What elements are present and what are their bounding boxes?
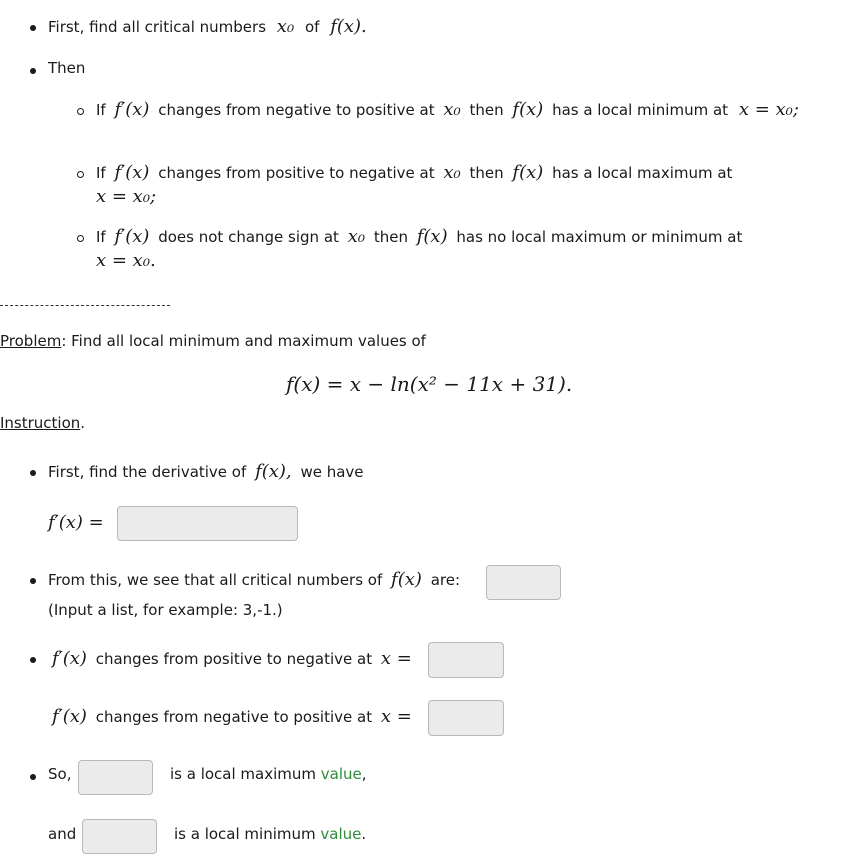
math-x0: x₀ <box>276 16 295 37</box>
sub-bullet <box>77 171 84 178</box>
neg-to-pos-step: f′(x) changes from negative to positive at x = <box>52 706 412 727</box>
local-min-text: is a local minimum value. <box>174 825 367 843</box>
local-min-input[interactable] <box>82 819 157 854</box>
and-label: and <box>48 825 77 843</box>
instruction-label: Instruction. <box>0 414 86 432</box>
pos-to-neg-step: f′(x) changes from positive to negative at x = <box>52 648 412 669</box>
critical-step: From this, we see that all critical numbers of f(x) are: <box>48 569 460 590</box>
neg-to-pos-input[interactable] <box>428 700 504 736</box>
divider <box>0 305 170 306</box>
local-max-text: is a local maximum value, <box>170 765 367 783</box>
local-max-input[interactable] <box>78 760 153 795</box>
problem-statement: Problem: Find all local minimum and maximum values of <box>0 332 426 350</box>
intro-item-1: First, find all critical numbers x₀ of f(x). <box>48 16 367 37</box>
sub-item-2: If f′(x) changes from positive to negative at x₀ then f(x) has a local maximum at <box>96 162 733 183</box>
sub-item-1: If f′(x) changes from negative to positive at x₀ then f(x) has a local minimum at x = x₀; <box>96 99 799 120</box>
derivative-lhs: f′(x) = <box>48 512 104 533</box>
sub-bullet <box>77 235 84 242</box>
intro-item-2: Then <box>48 59 86 77</box>
bullet <box>30 578 36 584</box>
critical-numbers-input[interactable] <box>486 565 561 600</box>
derivative-step: First, find the derivative of f(x), we have <box>48 461 364 482</box>
sub-item-2-tail: x = x₀; <box>96 186 157 207</box>
problem-equation: f(x) = x − ln(x² − 11x + 31). <box>286 372 573 396</box>
bullet <box>30 68 36 74</box>
derivative-input[interactable] <box>117 506 298 541</box>
pos-to-neg-input[interactable] <box>428 642 504 678</box>
so-label: So, <box>48 765 72 783</box>
bullet <box>30 470 36 476</box>
sub-item-3: If f′(x) does not change sign at x₀ then f(x) has no local maximum or minimum at <box>96 226 743 247</box>
sub-item-3-tail: x = x₀. <box>96 250 156 271</box>
critical-hint: (Input a list, for example: 3,-1.) <box>48 601 283 619</box>
sub-bullet <box>77 108 84 115</box>
problem-label: Problem <box>0 332 62 350</box>
bullet <box>30 774 36 780</box>
value-link[interactable]: value <box>320 765 362 783</box>
math-fx: f(x). <box>330 16 367 37</box>
bullet <box>30 25 36 31</box>
bullet <box>30 657 36 663</box>
value-link[interactable]: value <box>320 825 362 843</box>
